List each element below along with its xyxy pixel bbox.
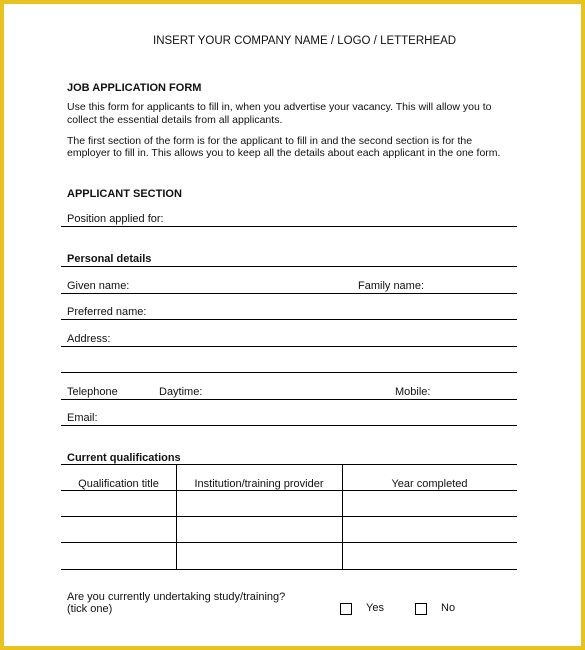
mobile-label: Mobile: (395, 386, 431, 398)
family-name-label: Family name: (358, 280, 425, 292)
table-cell[interactable] (62, 491, 175, 516)
email-label: Email: (67, 412, 98, 424)
address-field-line-2[interactable] (61, 372, 517, 373)
email-field[interactable] (61, 425, 517, 426)
intro-paragraph-2-line-2: employer to fill in. This allows you to keep all the details about each applicant in the one form. (67, 147, 501, 159)
position-applied-label: Position applied for: (67, 213, 164, 225)
table-cell[interactable] (177, 491, 341, 516)
table-cell[interactable] (177, 543, 341, 569)
table-header-qualification-title: Qualification title (78, 478, 159, 490)
name-field-line[interactable] (61, 293, 517, 294)
table-cell[interactable] (343, 543, 517, 569)
given-name-label: Given name: (67, 280, 130, 292)
table-header-year-completed: Year completed (391, 478, 468, 490)
preferred-name-field[interactable] (61, 319, 517, 320)
table-cell[interactable] (62, 543, 175, 569)
table-top-border (61, 464, 517, 465)
form-page (4, 4, 581, 646)
no-label: No (441, 602, 456, 614)
letterhead-placeholder: INSERT YOUR COMPANY NAME / LOGO / LETTERHEAD (153, 35, 457, 47)
preferred-name-label: Preferred name: (67, 306, 147, 318)
form-title: JOB APPLICATION FORM (67, 82, 202, 94)
intro-paragraph-2-line-1: The first section of the form is for the applicant to fill in and the second section is for the (67, 135, 473, 147)
address-field-line-1[interactable] (61, 346, 517, 347)
position-applied-field[interactable] (61, 226, 517, 227)
current-qualifications-heading: Current qualifications (67, 452, 181, 464)
address-label: Address: (67, 333, 111, 345)
telephone-field-line[interactable] (61, 399, 517, 400)
study-question: Are you currently undertaking study/training? (67, 591, 286, 603)
personal-details-heading: Personal details (67, 253, 152, 265)
table-cell[interactable] (177, 517, 341, 542)
section-divider (61, 266, 517, 267)
intro-paragraph-1-line-1: Use this form for applicants to fill in, when you advertise your vacancy. This will allow you to (67, 101, 492, 113)
table-bottom-border (61, 569, 517, 570)
daytime-label: Daytime: (159, 386, 203, 398)
telephone-label: Telephone (67, 386, 118, 398)
table-cell[interactable] (62, 517, 175, 542)
table-header-institution: Institution/training provider (194, 478, 324, 490)
no-checkbox[interactable] (415, 603, 427, 615)
yes-checkbox[interactable] (340, 603, 352, 615)
intro-paragraph-1-line-2: collect the essential details from all applicants. (67, 114, 283, 126)
tick-one-hint: (tick one) (67, 603, 113, 615)
yes-label: Yes (366, 602, 384, 614)
table-cell[interactable] (343, 517, 517, 542)
table-cell[interactable] (343, 491, 517, 516)
applicant-section-heading: APPLICANT SECTION (67, 188, 182, 200)
